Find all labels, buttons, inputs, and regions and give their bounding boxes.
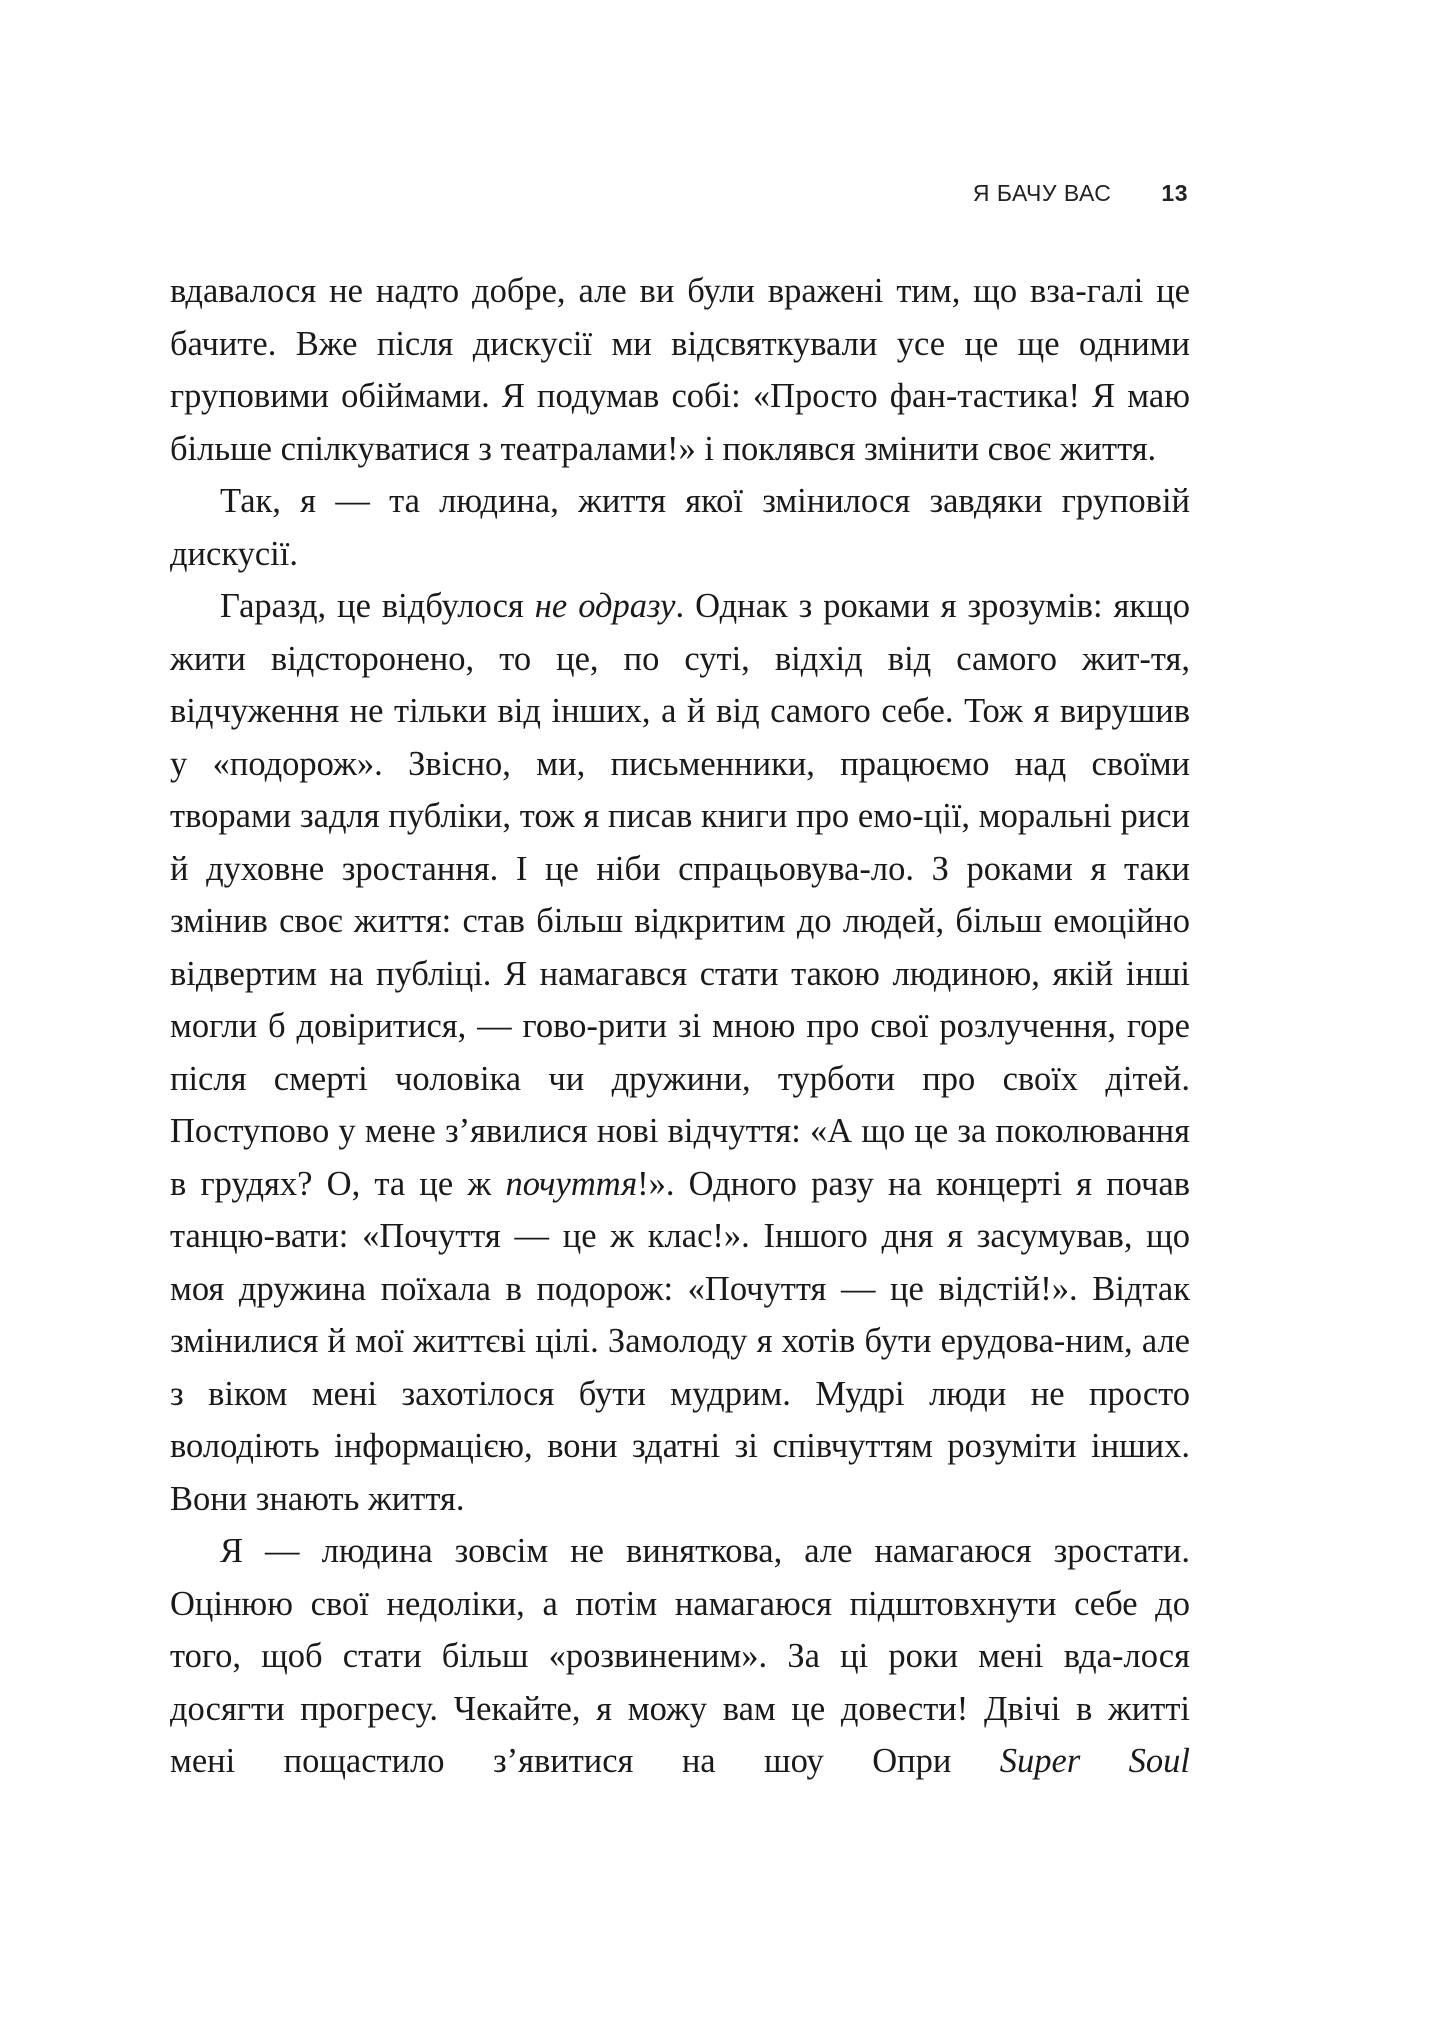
page-number: 13 <box>1161 180 1188 206</box>
paragraph-4 <box>170 1525 1190 1788</box>
running-title: Я БАЧУ ВАС <box>972 180 1112 206</box>
paragraph-2 <box>170 475 1190 580</box>
paragraph-1 <box>170 265 1190 475</box>
show-title: Super Soul <box>999 1742 1191 1780</box>
paragraph-text: . Однак з роками я зрозумів: якщо жити відсторонено, то це, по суті, відхід від самого жит-тя, відчуження не тільки від інших, а й від самого себе. Тож я вирушив у «подорож». Звісно, ми, письменники, працюємо над своїми творами задля публіки, тож я писав книги про емо-ції, моральні риси й духовне зростання. І це ніби спрацьовува-ло. З роками я таки змінив своє життя: став більш відкритим до людей, більш емоційно відвертим на публіці. Я намагався стати такою людиною, якій інші могли б довіритися, — гово-рити зі мною про свої розлучення, горе після смерті чоловіка чи дружини, турботи про своїх дітей. Поступово у мене з’явилися нові відчуття: «А що це за поколювання в грудях? О, та це ж <box>170 587 1190 1203</box>
paragraph-text: Я — людина зовсім не виняткова, але намагаюся зростати. Оцінюю свої недоліки, а потім намагаюся підштовхнути себе до того, щоб стати більш «розвиненим». За ці роки мені вда-лося досягти прогресу. Чекайте, я можу вам це довести! Двічі в житті мені пощастило з’явитися на шоу Опри <box>170 1532 1190 1780</box>
body-text <box>170 265 1190 1788</box>
paragraph-text: Так, я — та людина, життя якої змінилося завдяки груповій дискусії. <box>170 482 1190 573</box>
paragraph-text: !». Одного разу на концерті я почав танцю-вати: «Почуття — це ж клас!». Іншого дня я засумував, що моя дружина поїхала в подорож: «Почуття — це відстій!». Відтак змінилися й мої життєві цілі. Замолоду я хотів бути ерудова-ним, але з віком мені захотілося бути мудрим. Мудрі люди не просто володіють інформацією, вони здатні зі співчуттям розуміти інших. Вони знають життя. <box>170 1164 1190 1518</box>
paragraph-text: вдавалося не надто добре, але ви були вражені тим, що вза-галі це бачите. Вже після дискусії ми відсвяткували усе це ще одними груповими обіймами. Я подумав собі: «Просто фан-тастика! Я маю більше спілкуватися з театралами!» і поклявся змінити своє життя. <box>170 272 1190 468</box>
paragraph-3 <box>170 580 1190 1525</box>
running-header <box>973 180 1188 207</box>
paragraph-text: Гаразд, це відбулося <box>220 587 535 625</box>
emphasis-text: не одразу <box>534 587 676 625</box>
emphasis-text: почуття <box>505 1164 638 1203</box>
